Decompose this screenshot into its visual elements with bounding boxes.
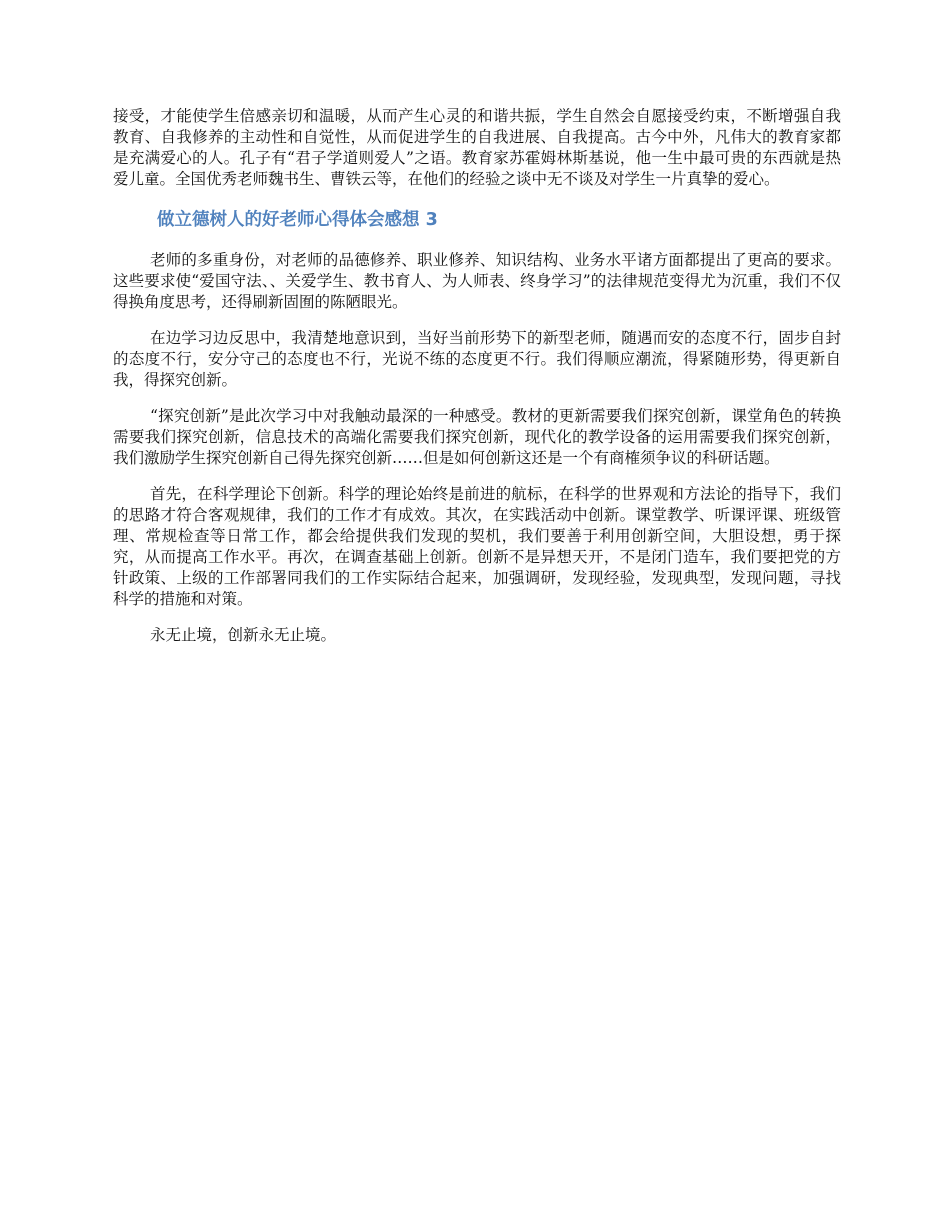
document-body [113, 106, 841, 661]
paragraph-5: 永无止境，创新永无止境。 [150, 626, 337, 644]
intro-paragraph: 接受，才能使学生倍感亲切和温暖，从而产生心灵的和谐共振，学生自然会自愿接受约束，不断增强自我教育、自我修养的主动性和自觉性，从而促进学生的自我进展、自我提高。古今中外，凡伟大的教育家都是充满爱心的人。孔子有“君子学道则爱人”之语。教育家苏霍姆林斯基说，他一生中最可贵的东西就是热爱儿童。全国优秀老师魏书生、曹铁云等，在他们的经验之谈中无不谈及对学生一片真挚的爱心。 [113, 107, 841, 188]
section-heading: 做立德树人的好老师心得体会感想 3 [157, 210, 438, 230]
paragraph-3: “探究创新”是此次学习中对我触动最深的一种感受。教材的更新需要我们探究创新，课堂角色的转换需要我们探究创新，信息技术的高端化需要我们探究创新，现代化的教学设备的运用需要我们探究创新，我们激励学生探究创新自己得先探究创新……但是如何创新这还是一个有商榷须争议的科研话题。 [113, 407, 841, 467]
paragraph-2: 在边学习边反思中，我清楚地意识到，当好当前形势下的新型老师，随遇而安的态度不行，固步自封的态度不行，安分守己的态度也不行，光说不练的态度更不行。我们得顺应潮流，得紧随形势，得更新自我，得探究创新。 [113, 329, 841, 389]
paragraph-1: 老师的多重身份，对老师的品德修养、职业修养、知识结构、业务水平诸方面都提出了更高的要求。这些要求使“爱国守法、、关爱学生、教书育人、为人师表、终身学习”的法律规范变得尤为沉重，我们不仅得换角度思考，还得刷新固囿的陈陋眼光。 [113, 251, 841, 311]
paragraph-4: 首先，在科学理论下创新。科学的理论始终是前进的航标，在科学的世界观和方法论的指导下，我们的思路才符合客观规律，我们的工作才有成效。其次，在实践活动中创新。课堂教学、听课评课、班级管理、常规检查等日常工作，都会给提供我们发现的契机，我们要善于利用创新空间，大胆设想，勇于探究，从而提高工作水平。再次，在调查基础上创新。创新不是异想天开，不是闭门造车，我们要把党的方针政策、上级的工作部署同我们的工作实际结合起来，加强调研，发现经验，发现典型，发现问题，寻找科学的措施和对策。 [113, 485, 841, 608]
